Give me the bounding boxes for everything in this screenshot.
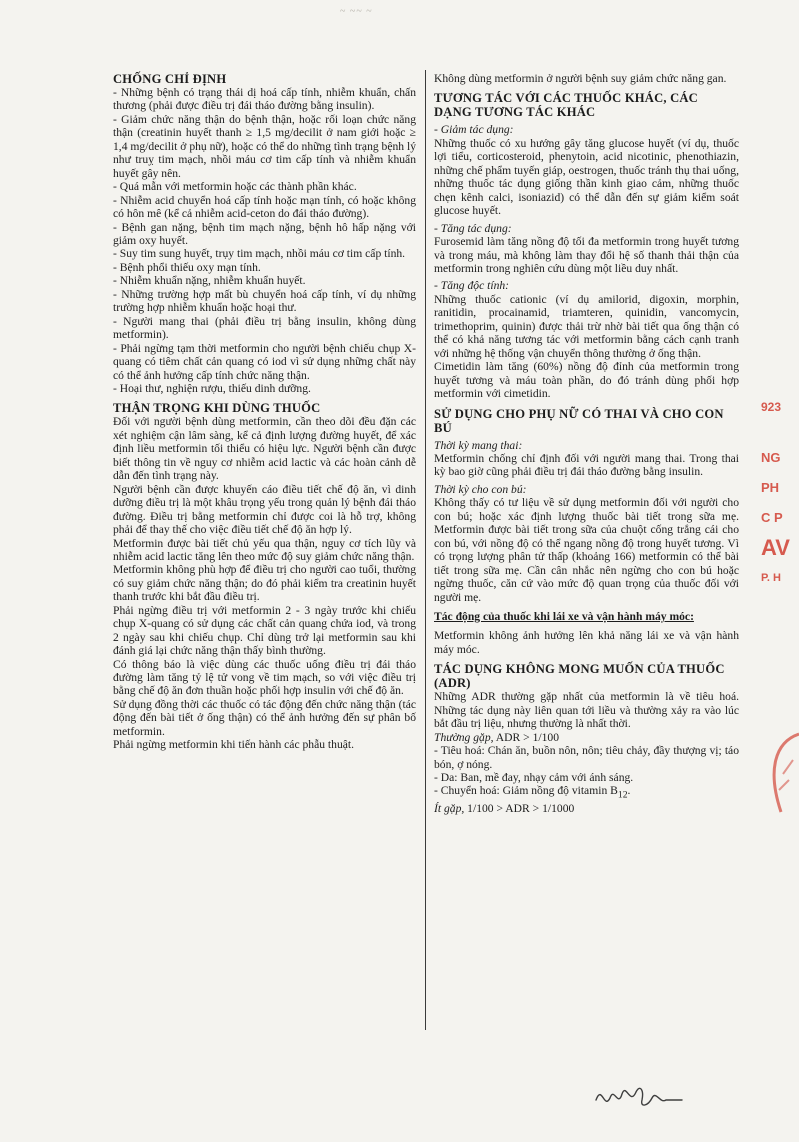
- adr-metabolic-end: .: [627, 784, 631, 798]
- adr-common-line: [434, 731, 739, 744]
- adr-item: - Da: Ban, mề đay, nhạy cảm với ánh sáng.: [434, 771, 634, 785]
- precaution-paragraph: Đối với người bệnh dùng metformin, cần theo dõi đều đặn các xét nghiệm cận lâm sàng, kể cả định lượng đường huyết, để xác định liều metformin tối thiểu có hiệu lực. Người bệnh cần được biết thông tin về nguy cơ nhiễm acid lactic và các hoàn cảnh dễ dẫn đến tình trạng này.: [113, 415, 416, 483]
- stamp-text: 923: [761, 400, 782, 414]
- precaution-paragraph: Phải ngừng metformin khi tiến hành các phẫu thuật.: [113, 738, 355, 752]
- stamp-text: C P: [761, 510, 783, 525]
- pregnancy-text: Metformin chống chỉ định đối với người mang thai. Trong thai kỳ bao giờ cũng phải điều trị đái tháo đường bằng insulin.: [434, 451, 739, 479]
- decrease-effect-label: - Giảm tác dụng:: [434, 123, 514, 137]
- red-stamp-fragment: [761, 400, 799, 820]
- pregnancy-label: Thời kỳ mang thai:: [434, 438, 523, 452]
- contraindication-item: - Bệnh phổi thiếu oxy mạn tính.: [113, 260, 261, 274]
- contraindication-item: - Hoại thư, nghiện rượu, thiếu dinh dưỡng.: [113, 381, 311, 395]
- contraindication-item: - Giảm chức năng thận do bệnh thận, hoặc rối loạn chức năng thận (creatinin huyết thanh ≥ 1,5 mg/decilit ở nam giới hoặc ≥ 1,4 mg/decilit ở phụ nữ), hoặc có thể do những tình trạng bệnh lý như truỵ tim mạch, nhồi máu cơ tim cấp tính và nhiễm khuẩn huyết gây nên.: [113, 112, 417, 180]
- stamp-text: NG: [761, 450, 781, 465]
- stamp-text: P. H: [761, 572, 781, 584]
- contraindication-item: - Người mang thai (phải điều trị bằng insulin, không dùng metformin).: [113, 314, 416, 342]
- liver-note: Không dùng metformin ở người bệnh suy giảm chức năng gan.: [434, 72, 727, 85]
- interactions-heading: TƯƠNG TÁC VỚI CÁC THUỐC KHÁC, CÁC DẠNG TƯƠNG TÁC KHÁC: [434, 91, 698, 120]
- stamp-text: AV: [761, 535, 790, 560]
- increase-effect-text: Furosemid làm tăng nồng độ tối đa metformin trong huyết tương và trong máu, mà không làm thay đổi hệ số thanh thải thận của metformin trong nghiên cứu dùng một liều duy nhất.: [434, 235, 739, 275]
- precaution-paragraph: Metformin không phù hợp để điều trị cho người cao tuổi, thường có suy giảm chức năng thận; do đó phải kiểm tra creatinin huyết thanh trước khi bắt đầu điều trị.: [113, 563, 416, 604]
- scan-header-smudge: ~ ~~ ~: [340, 6, 373, 17]
- adr-uncommon-value: 1/100 > ADR > 1/1000: [464, 802, 575, 816]
- adr-intro: Những ADR thường gặp nhất của metformin là về tiêu hoá. Những tác dụng này liên quan tới liều và thường xảy ra vào lúc bắt đầu trị liệu, nhưng thường là nhất thời.: [434, 690, 739, 731]
- contraindication-item: - Những bệnh có trạng thái dị hoá cấp tính, nhiễm khuẩn, chấn thương (phải được điều trị đái tháo đường bằng insulin).: [113, 86, 416, 113]
- adr-common-label: Thường gặp,: [434, 730, 494, 744]
- precaution-paragraph: Sử dụng đồng thời các thuốc có tác động đến chức năng thận (tác động đến bài tiết ở ống thận) có thể ảnh hưởng đến sự phân bố metformin.: [113, 697, 416, 738]
- contraindication-item: - Những trường hợp mất bù chuyển hoá cấp tính, ví dụ những trường hợp nhiễm khuẩn hoặc hoại thư.: [113, 287, 416, 315]
- vitamin-subscript: 12: [617, 789, 628, 801]
- cimetidine-text: Cimetidin làm tăng (60%) nồng độ đỉnh của metformin trong huyết tương và máu toàn phần, do đó tránh dùng phối hợp metformin với cimetidin.: [434, 360, 739, 401]
- increase-effect-label: - Tăng tác dụng:: [434, 221, 512, 235]
- lactation-label: Thời kỳ cho con bú:: [434, 482, 527, 496]
- stamp-text: PH: [761, 480, 780, 495]
- contraindication-item: - Quá mẫn với metformin hoặc các thành phần khác.: [113, 180, 357, 194]
- stamp-ring-fragment: [761, 730, 799, 820]
- adr-heading: TÁC DỤNG KHÔNG MONG MUỐN CỦA THUỐC (ADR): [434, 662, 725, 691]
- left-column: [113, 72, 416, 752]
- precaution-paragraph: Có thông báo là việc dùng các thuốc uống điều trị đái tháo đường làm tăng tỷ lệ tử vong về tim mạch, so với việc điều trị bằng chế độ ăn đơn thuần hoặc phối hợp insulin với chế độ ăn.: [113, 657, 416, 698]
- adr-item: - Tiêu hoá: Chán ăn, buồn nôn, nôn; tiêu chảy, đầy thượng vị; táo bón, ợ nóng.: [434, 744, 739, 771]
- precaution-paragraph: Metformin được bài tiết chủ yếu qua thận, nguy cơ tích lũy và nhiễm acid lactic tăng lên theo mức độ suy giảm chức năng thận.: [113, 536, 416, 563]
- toxicity-text: Những thuốc cationic (ví dụ amilorid, digoxin, morphin, ranitidin, procainamid, triamteren, quinidin, vancomycin, trimethoprim, quinin) được thải trừ nhờ bài tiết qua ống thận có thể có khả năng tương tác với metformin bằng cách cạnh tranh với những hệ thống vận chuyển thông thường ở ống thận.: [434, 292, 739, 360]
- precaution-paragraph: Người bệnh cần được khuyến cáo điều tiết chế độ ăn, vì dinh dưỡng điều trị là một khâu trọng yếu trong quản lý bệnh đái tháo đường. Điều trị bằng metformin chỉ được coi là hỗ trợ, không phải để thay thế cho việc điều tiết chế độ ăn hợp lý.: [113, 482, 416, 537]
- contraindication-item: - Bệnh gan nặng, bệnh tim mạch nặng, bệnh hô hấp nặng với giảm oxy huyết.: [113, 220, 416, 247]
- adr-uncommon-label: Ít gặp,: [434, 802, 465, 816]
- precaution-paragraph: Phải ngừng điều trị với metformin 2 - 3 ngày trước khi chiếu chụp X-quang có sử dụng các chất cản quang chứa iod, và trong 2 ngày sau khi chiếu chụp. Chỉ dùng trở lại metformin sau khi đánh giá lại chức năng thận thấy bình thường.: [113, 603, 416, 658]
- column-divider: [425, 70, 426, 1030]
- driving-heading: Tác động của thuốc khi lái xe và vận hành máy móc:: [434, 609, 694, 623]
- precautions-heading: THẬN TRỌNG KHI DÙNG THUỐC: [113, 401, 321, 416]
- pregnancy-heading: SỬ DỤNG CHO PHỤ NỮ CÓ THAI VÀ CHO CON BÚ: [434, 406, 724, 435]
- adr-metabolic-text: - Chuyển hoá: Giảm nồng độ vitamin B: [434, 784, 618, 798]
- driving-text: Metformin không ảnh hưởng lên khả năng lái xe và vận hành máy móc.: [434, 629, 739, 656]
- contraindication-item: - Suy tim sung huyết, trụy tim mạch, nhồi máu cơ tim cấp tính.: [113, 247, 406, 261]
- adr-common-value: ADR > 1/100: [493, 730, 560, 744]
- decrease-effect-text: Những thuốc có xu hướng gây tăng glucose huyết (ví dụ, thuốc lợi tiểu, corticosteroid, phenytoin, acid nicotinic, phenothiazin, những chế phẩm tuyến giáp, oestrogen, thuốc tránh thụ thai uống, những thuốc tác dụng giống thần kinh giao cảm, những thuốc chẹn kênh calci, isoniazid) có thể dẫn đến sự giảm kiểm soát glucose huyết.: [434, 136, 739, 218]
- contraindication-item: - Nhiễm acid chuyển hoá cấp tính hoặc mạn tính, có hoặc không có hôn mê (kể cả nhiễm acid-ceton do đái tháo đường).: [113, 193, 416, 221]
- contraindication-item: - Nhiễm khuẩn nặng, nhiễm khuẩn huyết.: [113, 274, 306, 288]
- contraindication-item: - Phải ngừng tạm thời metformin cho người bệnh chiếu chụp X-quang có tiêm chất cản quang có iod vì sử dụng những chất này có thể ảnh hưởng cấp tính chức năng thận.: [113, 341, 416, 382]
- toxicity-label: - Tăng độc tính:: [434, 279, 510, 293]
- handwritten-initials: [594, 1070, 684, 1120]
- contraindications-heading: CHỐNG CHỈ ĐỊNH: [113, 72, 227, 86]
- adr-metabolic-line: [434, 784, 739, 802]
- adr-uncommon-line: [434, 802, 739, 815]
- lactation-text: Không thấy có tư liệu về sử dụng metformin đối với người cho con bú; hoặc xác định lượng thuốc bài tiết trong sữa mẹ. Metformin được bài tiết trong sữa của chuột cống trắng cái cho con bú, với nồng độ có thể ngang nồng độ trong huyết tương. Vì có trọng lượng phân tử thấp (khoảng 166) metformin có thể bài tiết trong sữa mẹ. Cần cân nhắc nên ngừng cho con bú hoặc ngừng thuốc, căn cứ vào mức độ quan trọng của thuốc đối với người mẹ.: [434, 496, 739, 604]
- right-column: [434, 72, 739, 816]
